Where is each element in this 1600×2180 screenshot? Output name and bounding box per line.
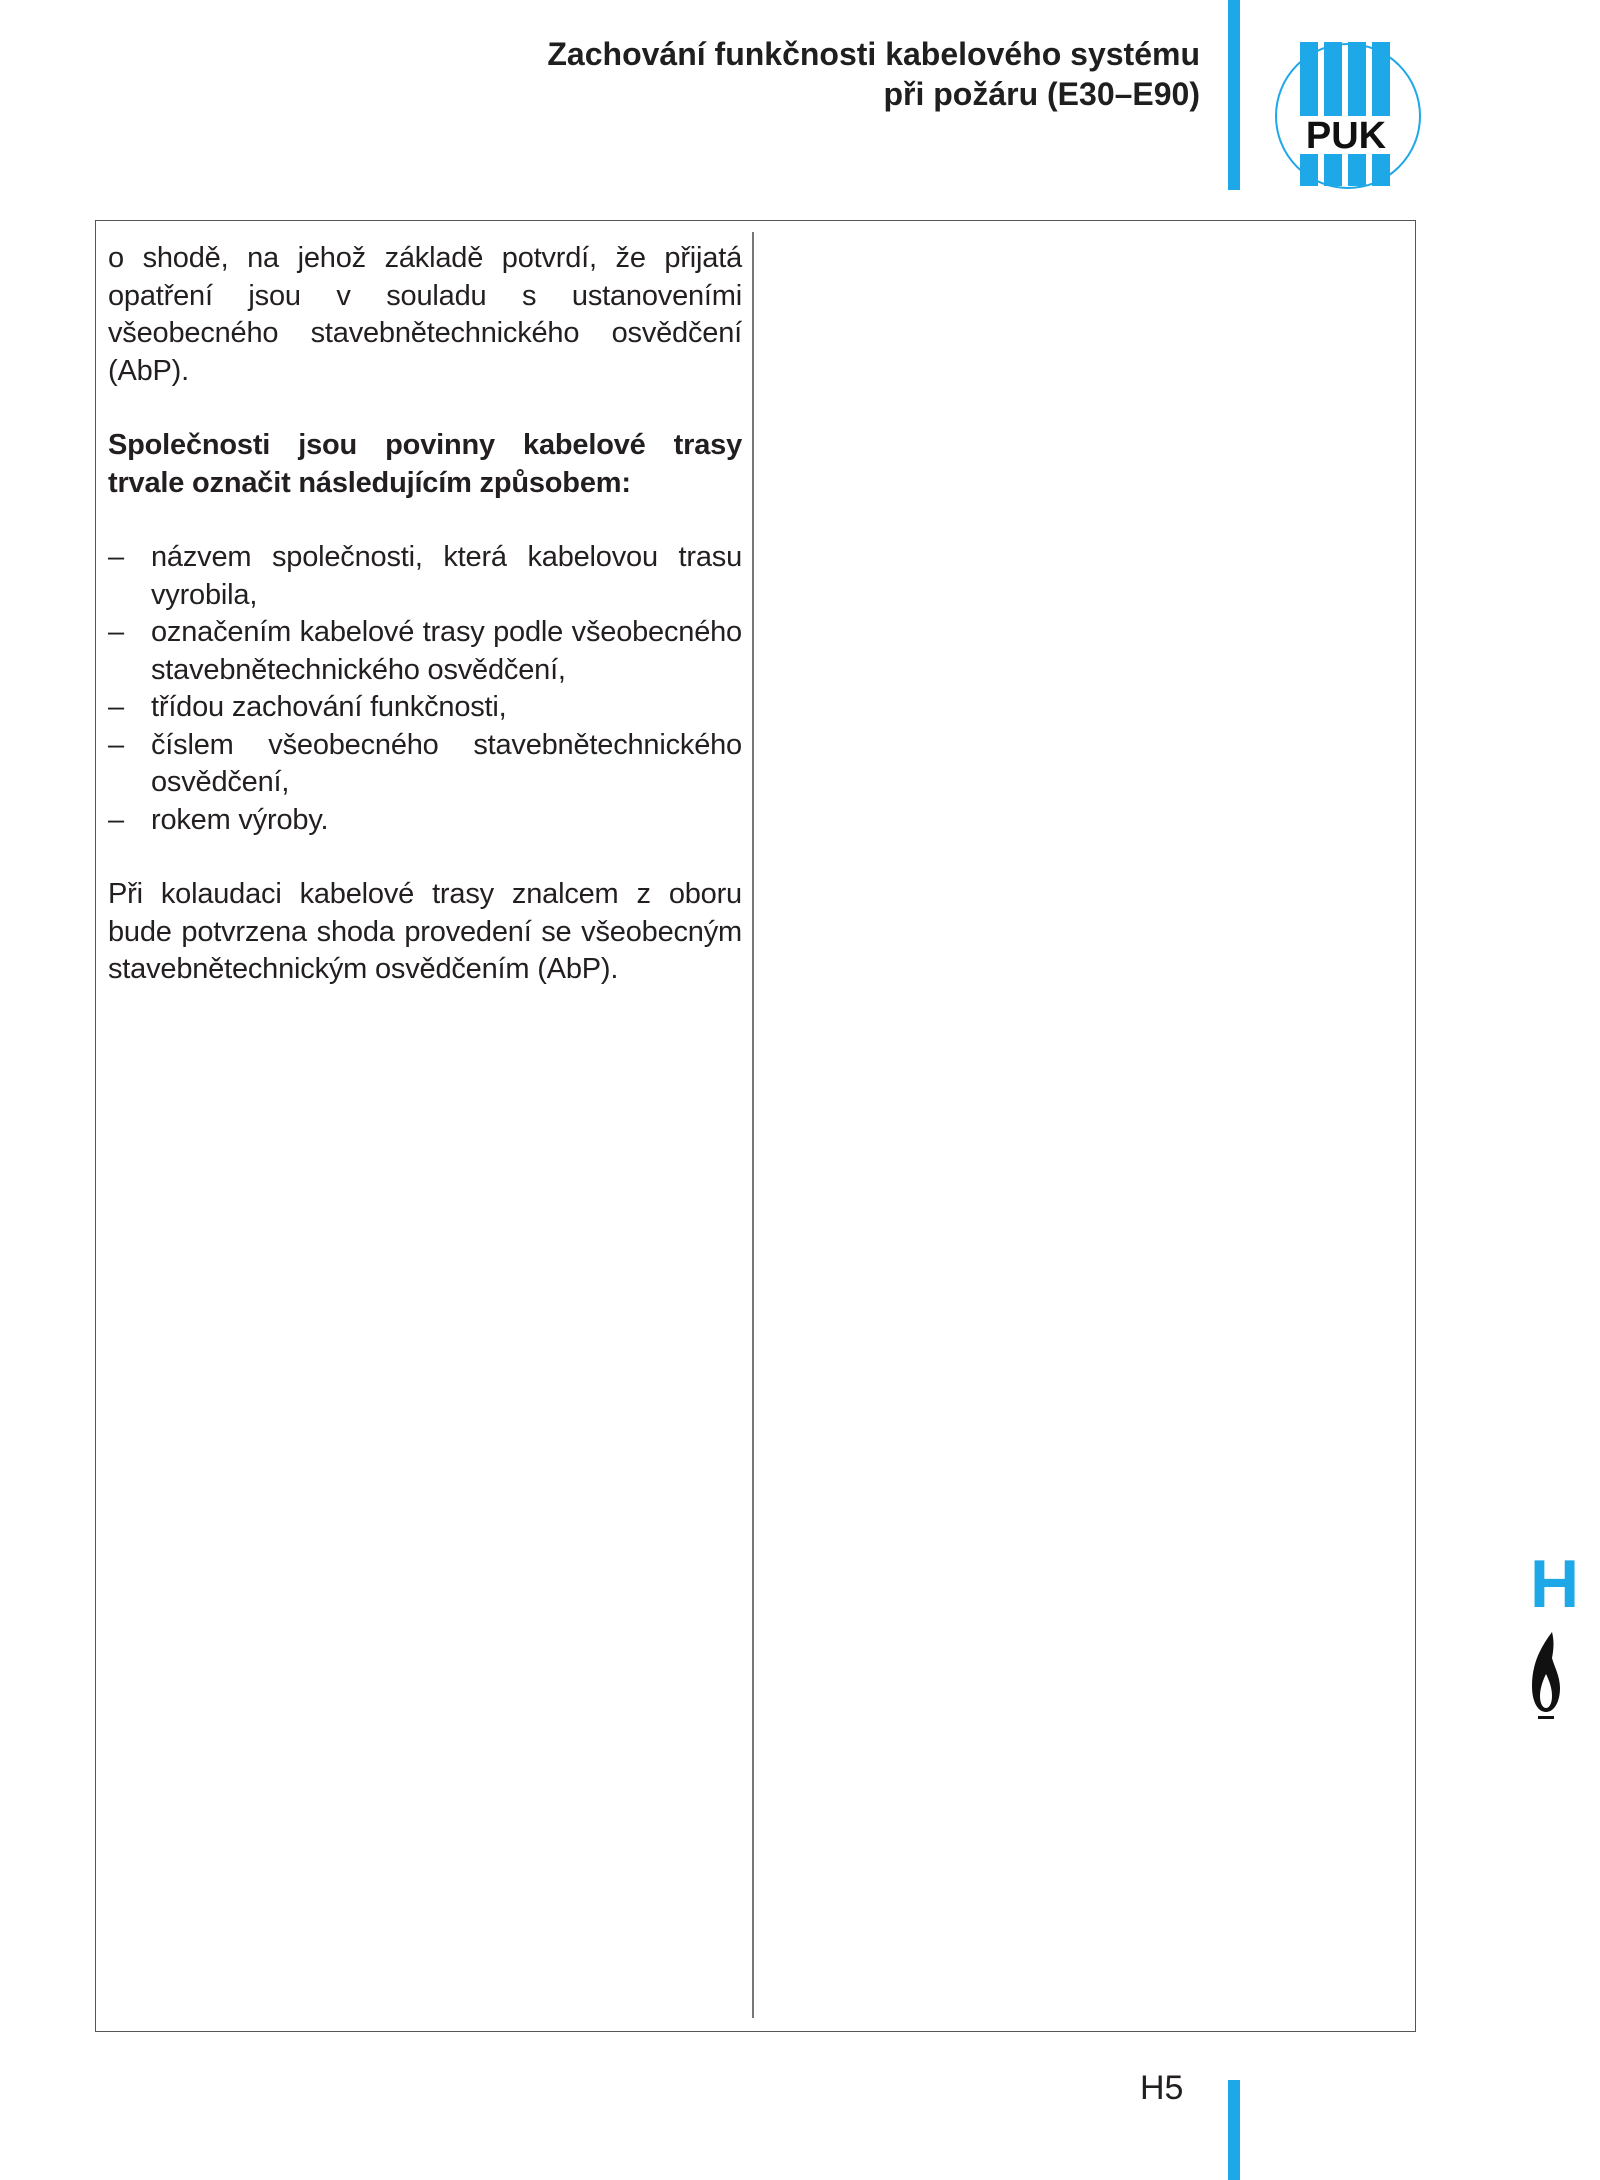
- header-accent-bar: [1228, 0, 1240, 190]
- list-dash: –: [108, 541, 124, 573]
- list-item: – označením kabelové trasy podle všeobecného stavebnětechnického osvědčení,: [108, 616, 742, 686]
- list-item: – třídou zachování funkčnosti,: [108, 689, 742, 727]
- marking-list: [108, 539, 742, 839]
- logo-text: PUK: [1305, 115, 1387, 157]
- list-item: – rokem výroby.: [108, 802, 742, 840]
- page-number: H5: [1140, 2069, 1184, 2107]
- left-column: [108, 240, 742, 989]
- list-dash: –: [108, 691, 124, 723]
- header-title-line-2: při požáru (E30–E90): [883, 76, 1200, 112]
- header-title-line-1: Zachování funkčnosti kabelového systému: [547, 36, 1200, 72]
- section-letter: H: [1530, 1546, 1580, 1622]
- marking-heading: Společnosti jsou povinny kabelové trasy trvale označit následujícím způsobem:: [108, 429, 742, 499]
- footer-accent-bar: [1228, 2080, 1240, 2180]
- flame-icon: [1530, 1630, 1562, 1722]
- paragraph-continuation: o shodě, na jehož základě potvrdí, že přijatá opatření jsou v souladu s ustanoveními všeobecného stavebnětechnického osvědčení (AbP).: [108, 242, 742, 387]
- page-header-title: [300, 34, 1200, 114]
- puk-logo: [1272, 36, 1424, 192]
- list-dash: –: [108, 728, 124, 761]
- list-dash: –: [108, 803, 124, 836]
- list-dash: –: [108, 616, 124, 648]
- column-divider: [752, 232, 754, 2018]
- list-item: – číslem všeobecného stavebnětechnického osvědčení,: [108, 728, 742, 798]
- list-item: – názvem společnosti, která kabelovou trasu vyrobila,: [108, 541, 742, 611]
- inspection-paragraph: Při kolaudaci kabelové trasy znalcem z oboru bude potvrzena shoda provedení se všeobecným stavebnětechnickým osvědčením (AbP).: [108, 878, 742, 985]
